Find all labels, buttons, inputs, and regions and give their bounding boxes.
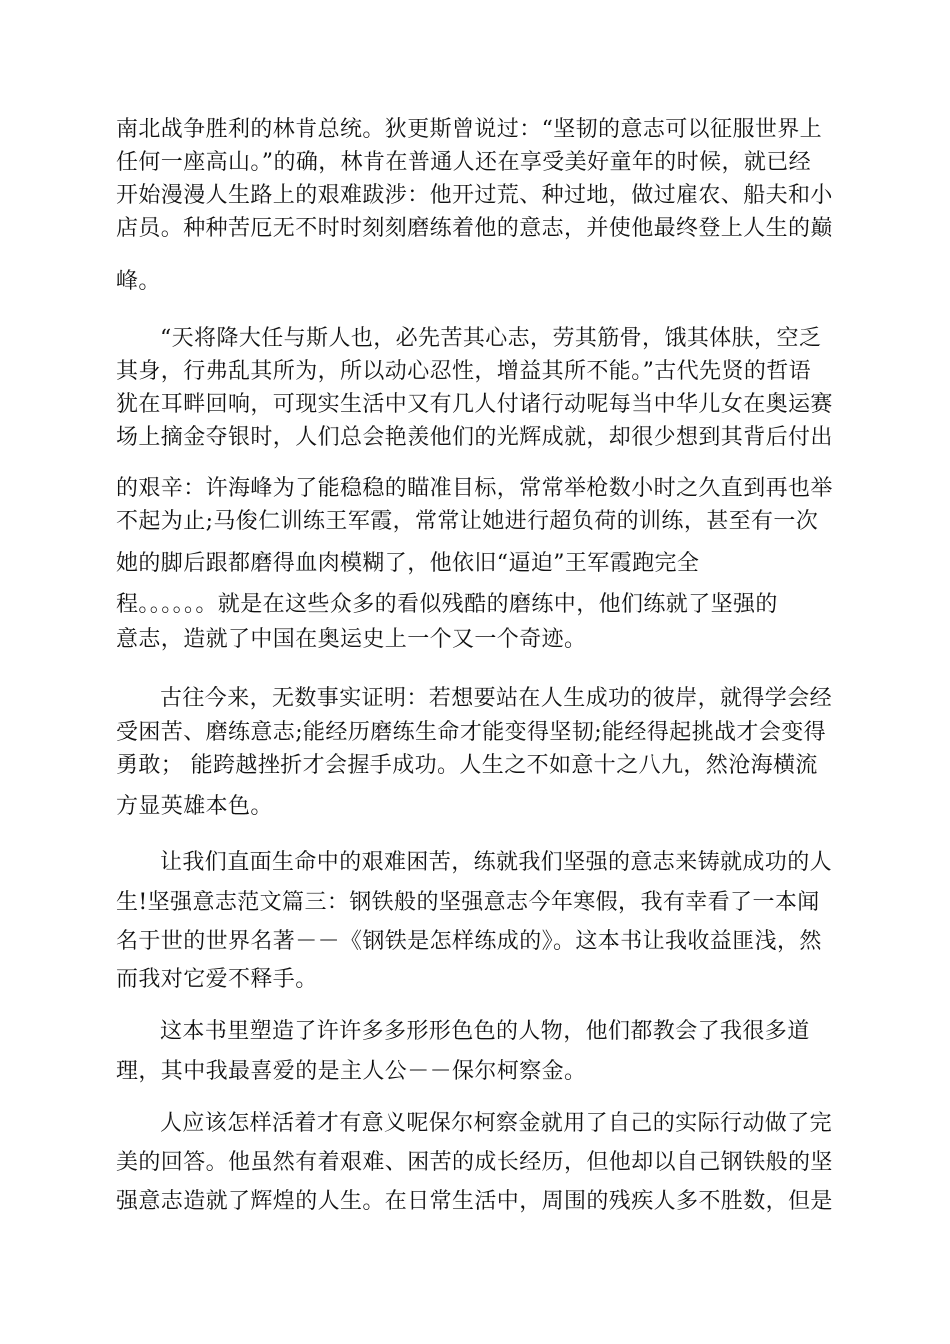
- text-line: 南北战争胜利的林肯总统。狄更斯曾说过：“坚韧的意志可以征服世界上: [116, 117, 823, 142]
- text-line: 不起为止;马俊仁训练王军霞，常常让她进行超负荷的训练，甚至有一次: [116, 509, 819, 534]
- text-line: 人应该怎样活着才有意义呢保尔柯察金就用了自己的实际行动做了完: [160, 1111, 833, 1136]
- text-line: 开始漫漫人生路上的艰难跋涉：他开过荒、种过地，做过雇农、船夫和小: [116, 183, 833, 208]
- text-line: 古往今来，无数事实证明：若想要站在人生成功的彼岸，就得学会经: [160, 686, 833, 711]
- text-line: 店员。种种苦厄无不时时刻刻磨练着他的意志，并使他最终登上人生的巅: [116, 216, 833, 241]
- text-line: 方显英雄本色。: [116, 794, 273, 819]
- text-line: 峰。: [116, 269, 161, 294]
- text-line: 生!坚强意志范文篇三：钢铁般的坚强意志今年寒假，我有幸看了一本闻: [116, 890, 820, 915]
- text-line: 犹在耳畔回响，可现实生活中又有几人付诸行动呢每当中华儿女在奥运赛: [116, 392, 833, 417]
- text-line: 其身，行弗乱其所为，所以动心忍性，增益其所不能。”古代先贤的哲语: [116, 359, 812, 384]
- text-line: 美的回答。他虽然有着艰难、困苦的成长经历，但他却以自己钢铁般的坚: [116, 1150, 833, 1175]
- text-line: 意志，造就了中国在奥运史上一个又一个奇迹。: [116, 627, 587, 652]
- text-line: 强意志造就了辉煌的人生。在日常生活中，周围的残疾人多不胜数，但是: [116, 1189, 833, 1214]
- text-line: 程。。。。。。就是在这些众多的看似残酷的磨练中，他们练就了坚强的: [116, 592, 778, 617]
- text-line: 理，其中我最喜爱的是主人公－－保尔柯察金。: [116, 1059, 587, 1084]
- text-line: 的艰辛：许海峰为了能稳稳的瞄准目标，常常举枪数小时之久直到再也举: [116, 476, 833, 501]
- text-line: 场上摘金夺银时，人们总会艳羡他们的光辉成就，却很少想到其背后付出: [116, 425, 833, 450]
- text-line: “天将降大任与斯人也，必先苦其心志，劳其筋骨，饿其体肤，空乏: [160, 326, 822, 351]
- text-line: 勇敢； 能跨越挫折才会握手成功。人生之不如意十之八九，然沧海横流: [116, 753, 818, 778]
- text-line: 名于世的世界名著－－《钢铁是怎样练成的》。这本书让我收益匪浅，然: [116, 929, 822, 954]
- text-line: 她的脚后跟都磨得血肉模糊了，他依旧“逼迫”王军霞跑完全: [116, 551, 700, 576]
- text-line: 这本书里塑造了许许多多形形色色的人物，他们都教会了我很多道: [160, 1019, 810, 1044]
- text-line: 任何一座高山。”的确，林肯在普通人还在享受美好童年的时候，就已经: [116, 150, 812, 175]
- text-line: 让我们直面生命中的艰难困苦，练就我们坚强的意志来铸就成功的人: [160, 850, 833, 875]
- text-line: 受困苦、磨练意志;能经历磨练生命才能变得坚韧;能经得起挑战才会变得: [116, 720, 827, 745]
- text-line: 而我对它爱不释手。: [116, 967, 318, 992]
